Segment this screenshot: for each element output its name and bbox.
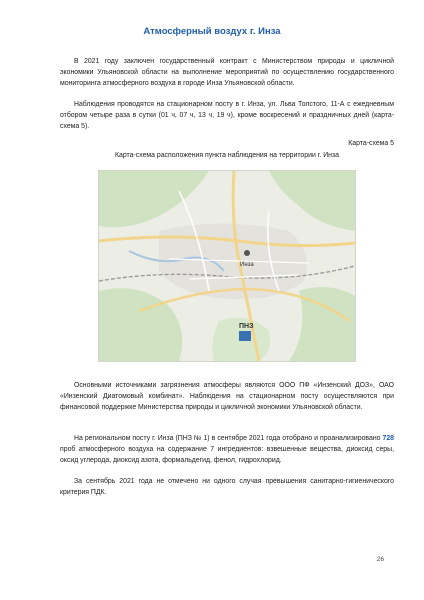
location-map bbox=[98, 170, 356, 362]
paragraph-samples bbox=[60, 433, 394, 466]
page-number: 26 bbox=[376, 556, 384, 563]
town-label: Инза bbox=[240, 262, 254, 268]
paragraph-conclusion: За сентябрь 2021 года не отмечено ни одного случая превышения санитарно-гигиенического критерия ПДК. bbox=[60, 478, 394, 496]
paragraph-observations: Наблюдения проводятся на стационарном посту в г. Инза, ул. Льва Толстого, 11-А с ежедневным отбором четыре раза в сутки (01 ч, 07 ч, 13 ч, 19 ч), кроме воскресений и праздничных дней (карта-схема 5). bbox=[60, 101, 394, 130]
map-graphic bbox=[99, 171, 355, 361]
town-marker-icon bbox=[244, 250, 250, 256]
map-reference: Карта-схема 5 bbox=[348, 140, 394, 147]
station-marker-icon bbox=[239, 331, 251, 341]
samples-count: 728 bbox=[382, 435, 394, 442]
map-caption: Карта-схема расположения пункта наблюдения на территории г. Инза bbox=[115, 152, 339, 159]
paragraph-sources: Основными источниками загрязнения атмосферы являются ООО ПФ «Инзенский ДОЗ», ОАО «Инзенский Диатомовый комбинат». Наблюдения на стационарном посту осуществляются при финансовой поддержке Министерства природы и цикличной экономики Ульяновской области. bbox=[60, 382, 394, 411]
samples-text-before: На региональном посту г. Инза (ПНЗ № 1) в сентябре 2021 года отобрано и проанализировано bbox=[74, 435, 383, 442]
paragraph-contract: В 2021 году заключен государственный контракт с Министерством природы и цикличной экономики Ульяновской области на выполнение мероприятий по осуществлению государственного мониторинга атмосферного воздуха в городе Инза Ульяновской области. bbox=[60, 58, 394, 87]
samples-text-after: проб атмосферного воздуха на содержание 7 ингредиентов: взвешенные вещества, диоксид серы, оксид углерода, диоксид азота, формальдегид, фенол, гидрохлорид. bbox=[60, 446, 394, 464]
station-label: ПНЗ bbox=[239, 323, 254, 330]
page-title: Атмосферный воздух г. Инза bbox=[143, 26, 281, 37]
